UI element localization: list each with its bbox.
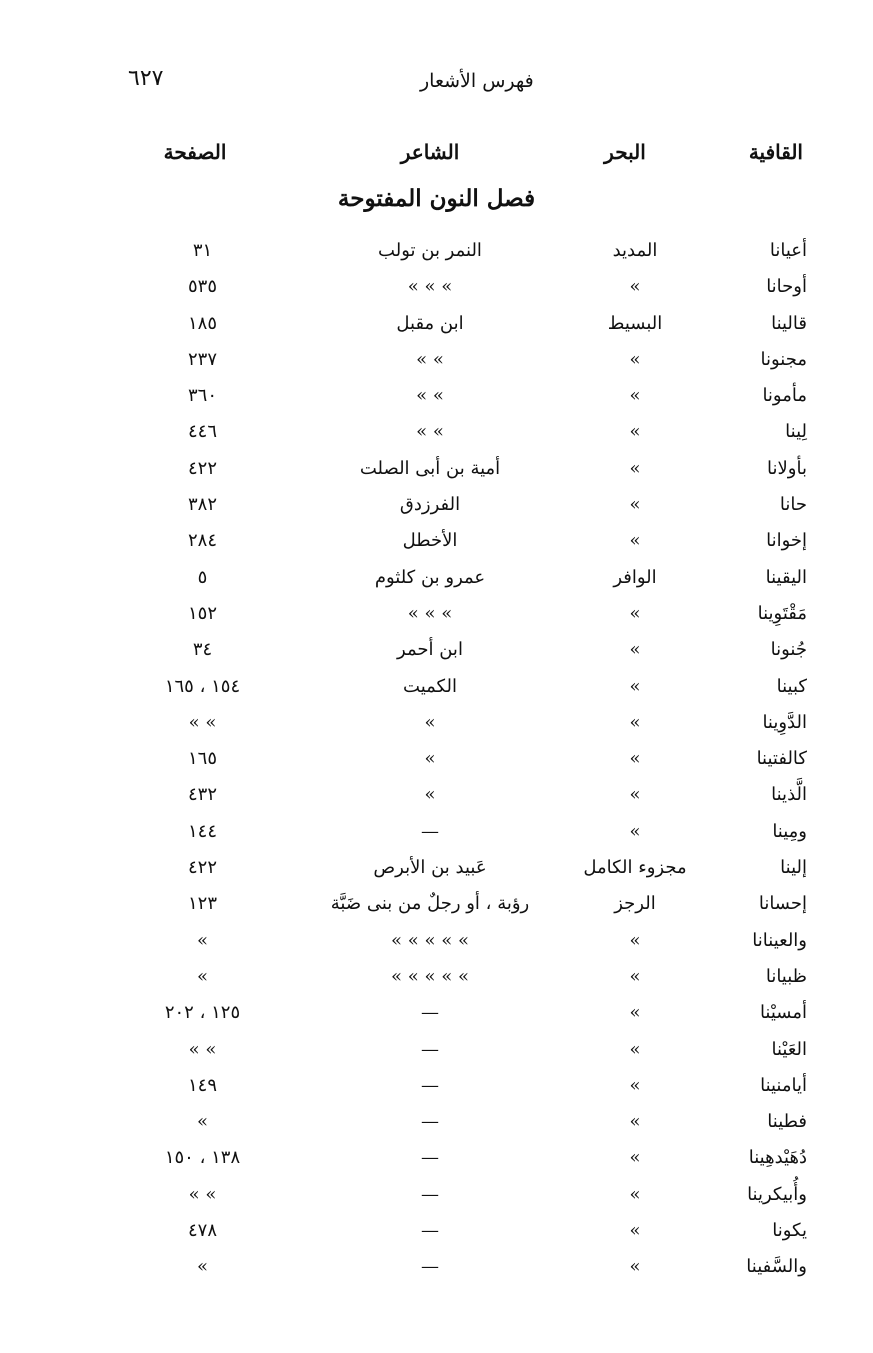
column-header-poet: الشاعر xyxy=(400,140,460,164)
column-headers xyxy=(0,140,873,174)
meter-cell: » xyxy=(629,421,641,443)
rhyme-cell: مأمونا xyxy=(762,385,807,407)
rhyme-cell: ظبيانا xyxy=(765,965,807,987)
table-row xyxy=(0,744,873,780)
table-row xyxy=(0,1035,873,1071)
rhyme-cell: والسَّفينا xyxy=(746,1256,807,1278)
meter-cell: » xyxy=(629,385,641,407)
page-cell: ٤٢٢ xyxy=(187,457,217,479)
poet-cell: النمر بن تولب xyxy=(378,240,482,261)
table-row xyxy=(0,272,873,308)
rhyme-cell: حانا xyxy=(779,494,807,516)
rhyme-cell: مجنونا xyxy=(760,348,807,370)
rhyme-cell: يكونا xyxy=(772,1220,807,1242)
rhyme-cell: العَيْنا xyxy=(771,1038,807,1060)
poet-cell: — xyxy=(421,1220,439,1242)
rhyme-cell: أيامنينا xyxy=(760,1074,807,1096)
poet-cell: » » xyxy=(416,385,444,407)
poet-cell: » » » xyxy=(407,276,453,298)
meter-cell: » xyxy=(629,602,641,624)
meter-cell: » xyxy=(629,639,641,661)
meter-cell: » xyxy=(629,675,641,697)
table-row xyxy=(0,962,873,998)
page-cell: ٤٣٢ xyxy=(187,784,217,806)
page-cell: ٢٣٧ xyxy=(187,348,217,370)
page-cell: ١٥٤ ، ١٦٥ xyxy=(164,675,241,697)
section-title: فصل النون المفتوحة xyxy=(337,185,536,212)
rhyme-cell: جُنونا xyxy=(770,639,807,661)
page-cell: ١٢٥ ، ٢٠٢ xyxy=(164,1002,241,1024)
table-row xyxy=(0,381,873,417)
page-cell: ٥ xyxy=(197,566,208,588)
poet-cell: — xyxy=(421,1256,439,1278)
rhyme-cell: أعيانا xyxy=(769,240,807,261)
rhyme-cell: دُهَيْدهِينا xyxy=(748,1147,807,1169)
page-cell: ٣٦٠ xyxy=(187,385,217,407)
table-row xyxy=(0,454,873,490)
rhyme-cell: مَقْتَوِينا xyxy=(757,602,807,624)
page-cell: ١٤٩ xyxy=(187,1074,217,1096)
table-row xyxy=(0,599,873,635)
rhyme-cell: إخوانا xyxy=(766,530,807,552)
rhyme-cell: إلينا xyxy=(780,857,807,879)
page-cell: ١٢٣ xyxy=(187,893,217,915)
page-cell: ١٤٤ xyxy=(187,820,217,842)
running-header xyxy=(0,66,873,100)
page-cell: ٣٤ xyxy=(192,639,213,661)
poet-cell: رؤبة ، أو رجلٌ من بنى ضَبَّة xyxy=(330,893,530,915)
poet-cell: » » xyxy=(416,348,444,370)
page-cell: ٢٨٤ xyxy=(187,530,217,552)
table-row xyxy=(0,1252,873,1288)
table-row xyxy=(0,1107,873,1143)
table-row xyxy=(0,345,873,381)
rhyme-cell: الَّذينا xyxy=(771,784,807,806)
meter-cell: » xyxy=(629,820,641,842)
page-cell: » xyxy=(196,1111,208,1133)
rhyme-cell: أوحانا xyxy=(766,276,807,298)
poet-cell: — xyxy=(421,1111,439,1133)
table-row xyxy=(0,563,873,599)
meter-cell: » xyxy=(629,784,641,806)
table-row xyxy=(0,417,873,453)
meter-cell: البسيط xyxy=(607,312,663,334)
meter-cell: » xyxy=(629,530,641,552)
poet-cell: أمية بن أبى الصلت xyxy=(359,457,501,479)
page-cell: ٥٣٥ xyxy=(187,276,217,298)
table-row xyxy=(0,780,873,816)
page-cell: » xyxy=(196,965,208,987)
rhyme-cell: بأولانا xyxy=(767,457,807,479)
meter-cell: » xyxy=(629,1074,641,1096)
page-cell: ١٨٥ xyxy=(187,312,217,334)
poet-cell: — xyxy=(421,1074,439,1096)
poet-cell: ابن أحمر xyxy=(397,639,463,661)
meter-cell: » xyxy=(629,1038,641,1060)
meter-cell: » xyxy=(629,457,641,479)
table-row xyxy=(0,236,873,272)
poet-cell: » xyxy=(424,784,436,806)
table-row xyxy=(0,309,873,345)
page-cell: ٣١ xyxy=(192,240,213,261)
meter-cell: مجزوء الكامل xyxy=(583,857,687,879)
meter-cell: » xyxy=(629,494,641,516)
meter-cell: الرجز xyxy=(614,893,656,915)
column-header-rhyme: القافية xyxy=(748,140,803,164)
poet-cell: » » » xyxy=(407,602,453,624)
poet-cell: — xyxy=(421,1147,439,1169)
rhyme-cell: اليقينا xyxy=(765,566,807,588)
rhyme-cell: أمسيْنا xyxy=(759,1002,807,1024)
poet-cell: — xyxy=(421,1183,439,1205)
table-row xyxy=(0,1180,873,1216)
poet-cell: » xyxy=(424,711,436,733)
rhyme-cell: قالينا xyxy=(771,312,807,334)
rhyme-cell: والعينانا xyxy=(752,929,807,951)
page-cell: » » xyxy=(188,1038,217,1060)
table-row xyxy=(0,672,873,708)
meter-cell: » xyxy=(629,1111,641,1133)
rhyme-cell: كالفتينا xyxy=(756,748,807,770)
meter-cell: » xyxy=(629,1002,641,1024)
rhyme-cell: إحسانا xyxy=(758,893,807,915)
page-cell: ١٥٢ xyxy=(187,602,217,624)
poet-cell: » » xyxy=(416,421,444,443)
rhyme-cell: فطينا xyxy=(767,1111,807,1133)
page-number: ٦٢٧ xyxy=(128,66,164,91)
rhyme-cell: كبينا xyxy=(776,675,807,697)
rhyme-cell: الدَّوِينا xyxy=(762,711,807,733)
meter-cell: » xyxy=(629,748,641,770)
page-cell: ١٦٥ xyxy=(187,748,217,770)
table-row xyxy=(0,1216,873,1252)
poet-cell: » xyxy=(424,748,436,770)
index-table xyxy=(0,236,873,1289)
table-row xyxy=(0,1071,873,1107)
poet-cell: » » » » » xyxy=(391,965,469,987)
table-row xyxy=(0,490,873,526)
poet-cell: » » » » » xyxy=(391,929,469,951)
table-row xyxy=(0,926,873,962)
table-row xyxy=(0,635,873,671)
meter-cell: » xyxy=(629,1220,641,1242)
meter-cell: » xyxy=(629,711,641,733)
page-cell: ١٣٨ ، ١٥٠ xyxy=(164,1147,241,1169)
page-cell: ٤٤٦ xyxy=(187,421,217,443)
table-row xyxy=(0,853,873,889)
page-cell: » » xyxy=(188,1183,217,1205)
poet-cell: الأخطل xyxy=(402,530,458,552)
poet-cell: الكميت xyxy=(403,675,457,697)
column-header-page: الصفحة xyxy=(163,140,227,164)
meter-cell: » xyxy=(629,1256,641,1278)
table-row xyxy=(0,526,873,562)
meter-cell: الوافر xyxy=(613,566,657,588)
page-cell: » » xyxy=(188,711,217,733)
rhyme-cell: لِينا xyxy=(785,421,807,443)
running-title: فهرس الأشعار xyxy=(420,70,534,92)
page-cell: » xyxy=(196,1256,208,1278)
rhyme-cell: ومِينا xyxy=(772,820,807,842)
page-cell: » xyxy=(196,929,208,951)
poet-cell: الفرزدق xyxy=(399,494,461,516)
table-row xyxy=(0,998,873,1034)
poet-cell: — xyxy=(421,1038,439,1060)
table-row xyxy=(0,708,873,744)
table-row xyxy=(0,889,873,925)
meter-cell: » xyxy=(629,348,641,370)
meter-cell: » xyxy=(629,965,641,987)
table-row xyxy=(0,817,873,853)
meter-cell: » xyxy=(629,1183,641,1205)
column-header-meter: البحر xyxy=(604,140,646,164)
table-row xyxy=(0,1143,873,1179)
poet-cell: — xyxy=(421,1002,439,1024)
poet-cell: عمرو بن كلثوم xyxy=(374,566,486,588)
poet-cell: ابن مقبل xyxy=(396,312,464,334)
meter-cell: » xyxy=(629,1147,641,1169)
page-cell: ٤٧٨ xyxy=(187,1220,217,1242)
meter-cell: » xyxy=(629,276,641,298)
poet-cell: عَبيد بن الأبرص xyxy=(373,857,487,879)
page-cell: ٤٢٢ xyxy=(187,857,217,879)
page-cell: ٣٨٢ xyxy=(187,494,217,516)
meter-cell: » xyxy=(629,929,641,951)
rhyme-cell: وأُبيكرينا xyxy=(747,1183,807,1205)
poet-cell: — xyxy=(421,820,439,842)
meter-cell: المديد xyxy=(612,240,658,261)
